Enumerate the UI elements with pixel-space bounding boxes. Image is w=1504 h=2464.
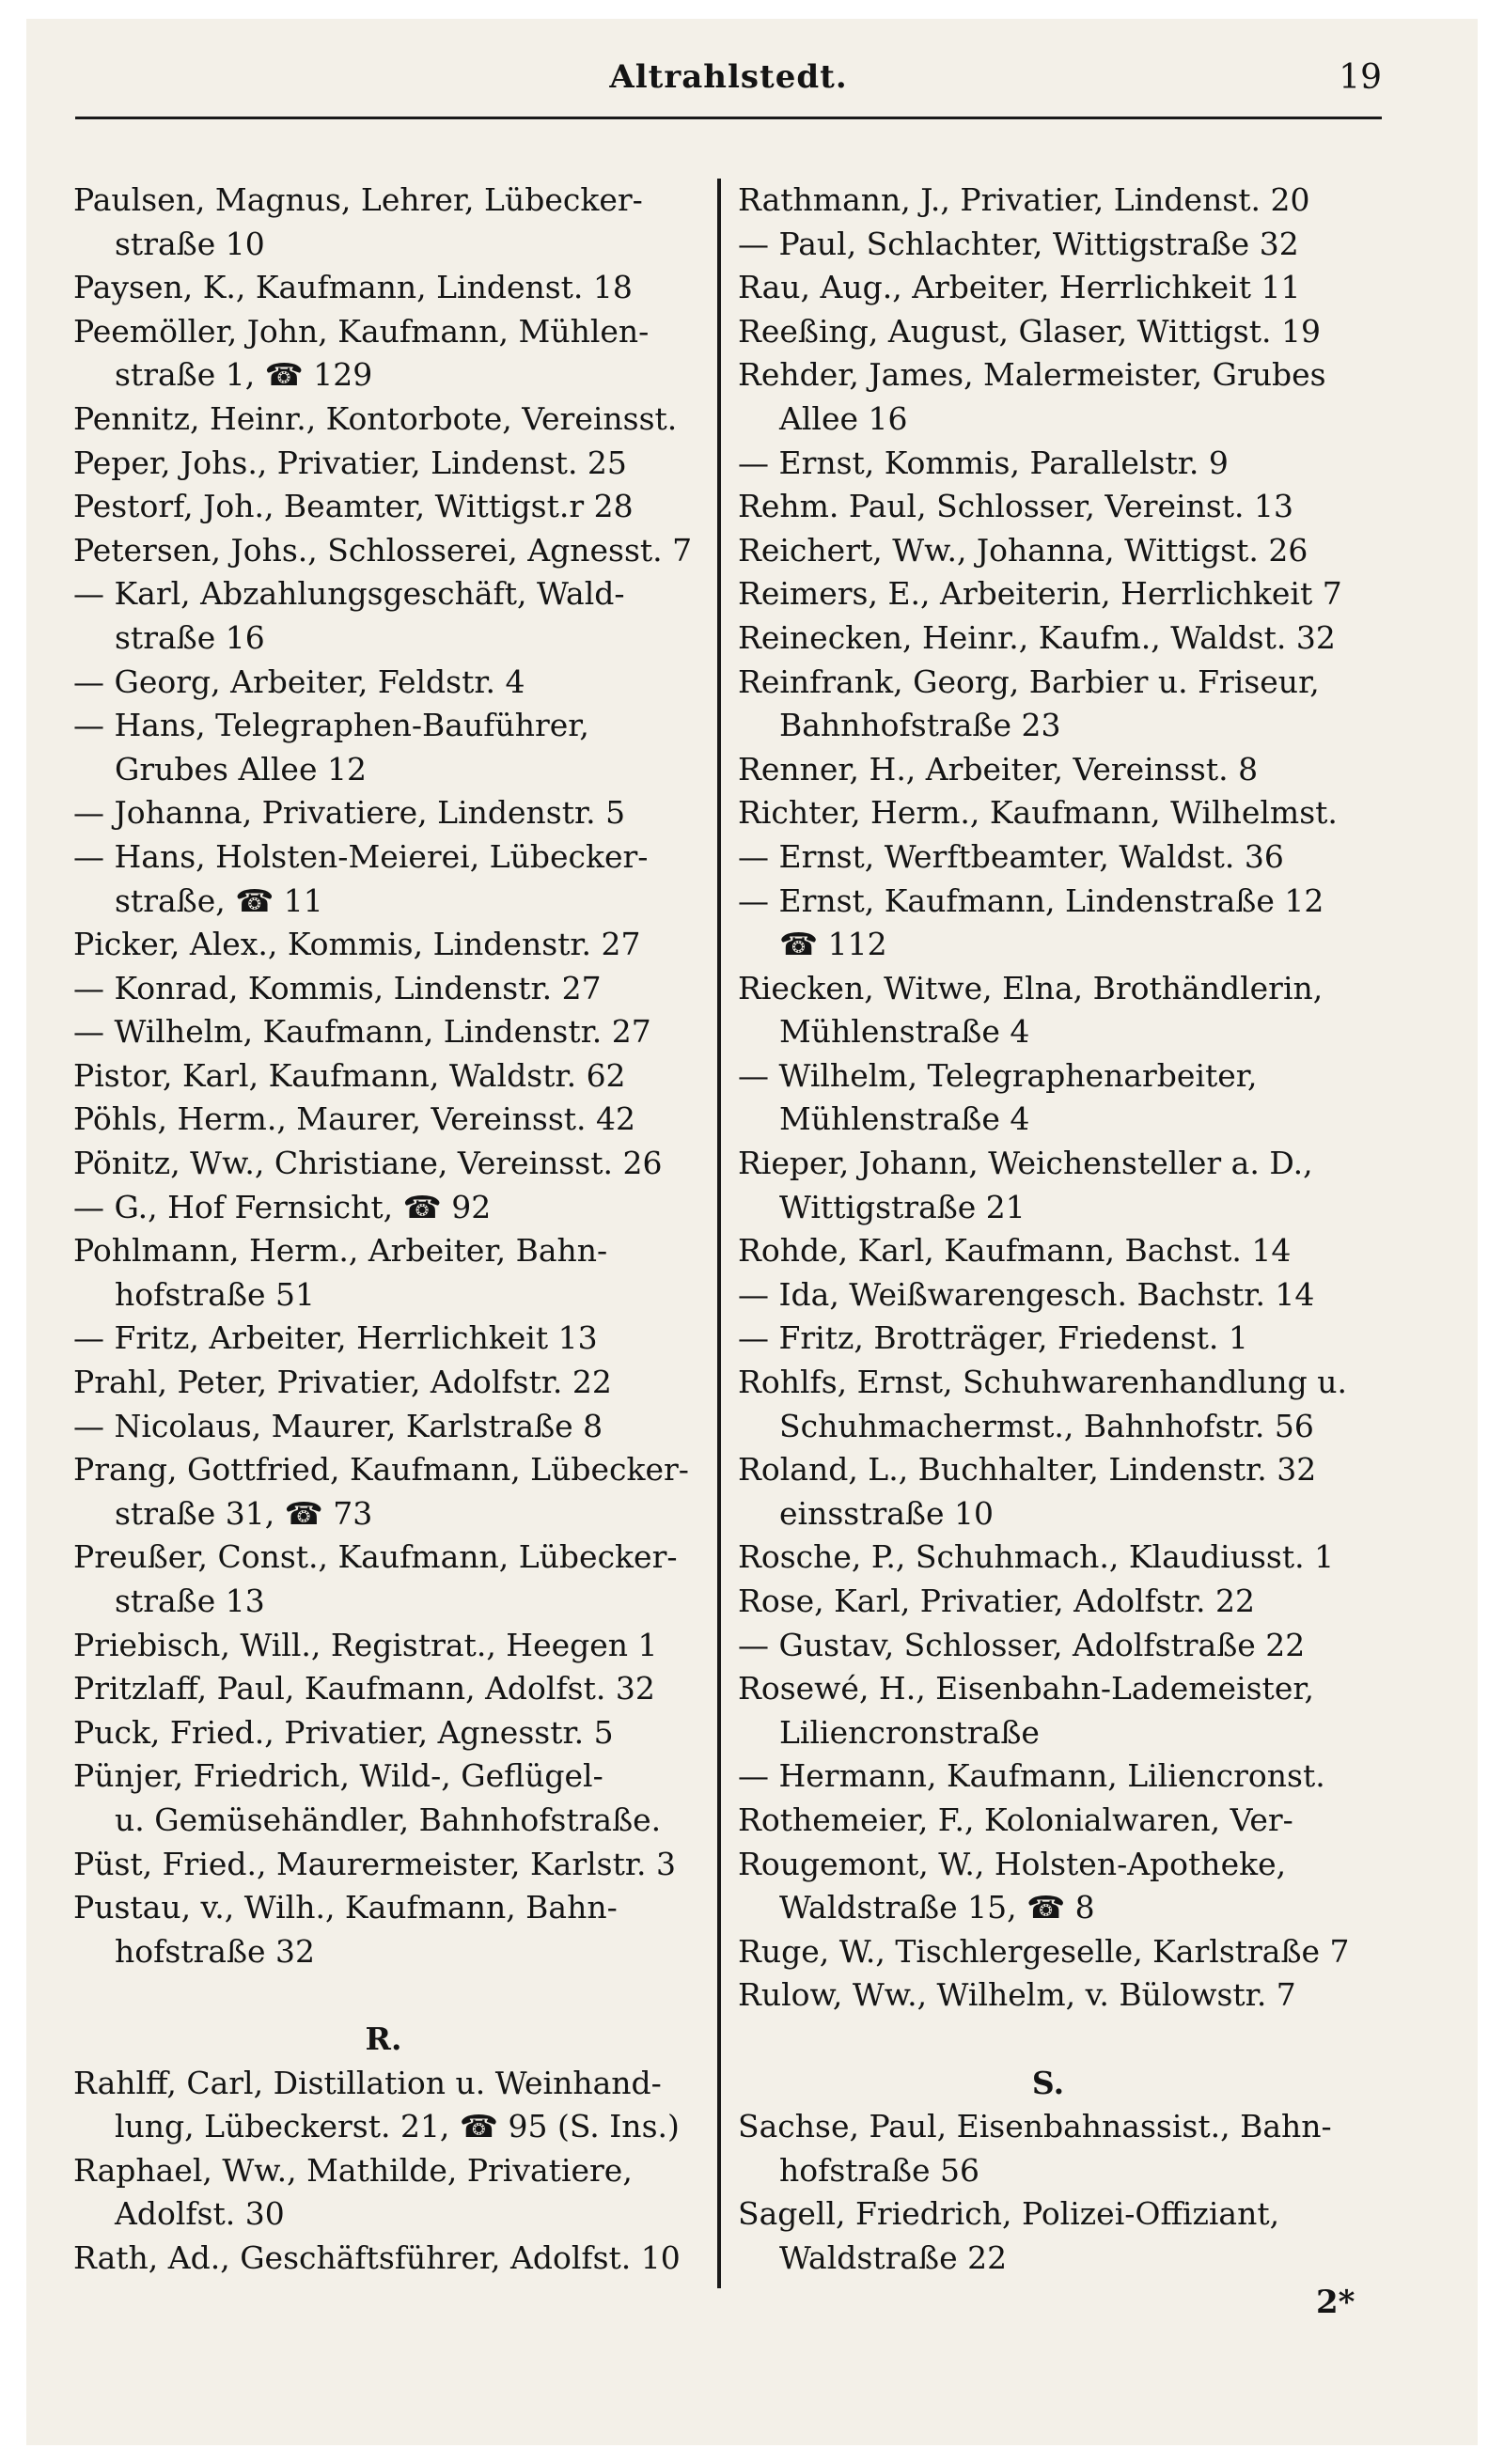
right-column [738, 179, 1358, 2281]
directory-line: Prahl, Peter, Privatier, Adolfstr. 22 [73, 1364, 612, 1401]
directory-line: Reimers, E., Arbeiterin, Herrlichkeit 7 [738, 575, 1342, 613]
directory-line: Pestorf, Joh., Beamter, Wittigst.r 28 [73, 488, 634, 525]
directory-line: Liliencronstraße [779, 1713, 1040, 1751]
directory-line: — Wilhelm, Telegraphenarbeiter, [738, 1056, 1258, 1094]
column-divider [717, 179, 721, 2288]
directory-line: Pritzlaff, Paul, Kaufmann, Adolfst. 32 [73, 1670, 655, 1708]
directory-line: Pistor, Karl, Kaufmann, Waldstr. 62 [73, 1056, 626, 1094]
directory-line: Rehm. Paul, Schlosser, Vereinst. 13 [738, 488, 1293, 525]
directory-line: Bahnhofstraße 23 [779, 707, 1061, 744]
directory-line: Sachse, Paul, Eisenbahnassist., Bahn- [738, 2108, 1332, 2145]
directory-line: hofstraße 32 [115, 1932, 316, 1970]
directory-line: Renner, H., Arbeiter, Vereinsst. 8 [738, 750, 1259, 788]
directory-line: Pohlmann, Herm., Arbeiter, Bahn- [73, 1232, 608, 1270]
directory-line: ☎ 112 [779, 926, 887, 963]
directory-line [73, 1973, 694, 2018]
directory-line: Reichert, Ww., Johanna, Wittigst. 26 [738, 531, 1308, 569]
directory-line [738, 2018, 1358, 2062]
directory-line: Raphael, Ww., Mathilde, Privatiere, [73, 2151, 633, 2189]
directory-line: Rahlff, Carl, Distillation u. Weinhand- [73, 2064, 662, 2101]
directory-line: Rohde, Karl, Kaufmann, Bachst. 14 [738, 1232, 1292, 1270]
signature-mark: 2* [1316, 2284, 1355, 2321]
directory-line: Rieper, Johann, Weichensteller a. D., [738, 1145, 1313, 1182]
directory-line: Richter, Herm., Kaufmann, Wilhelmst. [738, 794, 1338, 832]
directory-line: — Georg, Arbeiter, Feldstr. 4 [73, 663, 525, 700]
directory-line: Pöhls, Herm., Maurer, Vereinsst. 42 [73, 1100, 635, 1138]
directory-line: Rothemeier, F., Kolonialwaren, Ver- [738, 1801, 1293, 1838]
directory-line: Rose, Karl, Privatier, Adolfstr. 22 [738, 1583, 1256, 1619]
directory-line: Pönitz, Ww., Christiane, Vereinsst. 26 [73, 1145, 663, 1182]
directory-line: Paulsen, Magnus, Lehrer, Lübecker- [73, 181, 643, 218]
directory-line: straße 31, ☎ 73 [115, 1494, 373, 1532]
directory-line: Grubes Allee 12 [115, 750, 367, 788]
section-heading: R. [365, 2020, 402, 2057]
directory-line: — Karl, Abzahlungsgeschäft, Wald- [73, 575, 625, 613]
directory-line: Rougemont, W., Holsten-Apotheke, [738, 1845, 1287, 1882]
directory-line: — G., Hof Fernsicht, ☎ 92 [73, 1188, 492, 1225]
page-number: 19 [1339, 58, 1382, 97]
directory-line: Peemöller, John, Kaufmann, Mühlen- [73, 312, 650, 350]
directory-line: hofstraße 56 [779, 2151, 980, 2189]
directory-line: Mühlenstraße 4 [779, 1013, 1030, 1051]
directory-line: Püst, Fried., Maurermeister, Karlstr. 3 [73, 1845, 676, 1882]
directory-line: hofstraße 51 [115, 1275, 316, 1313]
directory-line: Petersen, Johs., Schlosserei, Agnesst. 7 [73, 531, 693, 569]
left-column [73, 179, 694, 2281]
directory-line: einsstraße 10 [779, 1494, 994, 1532]
directory-line: Puck, Fried., Privatier, Agnesstr. 5 [73, 1713, 614, 1751]
directory-line: straße 10 [115, 225, 265, 262]
directory-line: Mühlenstraße 4 [779, 1100, 1030, 1138]
directory-line: Pustau, v., Wilh., Kaufmann, Bahn- [73, 1889, 618, 1926]
directory-line: Rosche, P., Schuhmach., Klaudiusst. 1 [738, 1538, 1335, 1576]
directory-line: Roland, L., Buchhalter, Lindenstr. 32 [738, 1451, 1317, 1489]
directory-line: Rehder, James, Malermeister, Grubes [738, 356, 1326, 394]
directory-line: Prang, Gottfried, Kaufmann, Lübecker- [73, 1451, 689, 1489]
directory-line: Peper, Johs., Privatier, Lindenst. 25 [73, 444, 627, 481]
directory-line: Allee 16 [779, 399, 908, 437]
directory-line: — Fritz, Arbeiter, Herrlichkeit 13 [73, 1319, 598, 1357]
directory-line: straße 13 [115, 1583, 265, 1619]
directory-line: Reinfrank, Georg, Barbier u. Friseur, [738, 663, 1320, 700]
directory-line: Rathmann, J., Privatier, Lindenst. 20 [738, 181, 1310, 218]
directory-line: straße 1, ☎ 129 [115, 356, 373, 394]
directory-line: — Ernst, Kommis, Parallelstr. 9 [738, 444, 1229, 481]
header-rule [75, 117, 1382, 119]
directory-line: Sagell, Friedrich, Polizei-Offiziant, [738, 2195, 1280, 2233]
directory-line: straße, ☎ 11 [115, 881, 323, 919]
directory-line: — Ernst, Kaufmann, Lindenstraße 12 [738, 881, 1324, 919]
directory-line: Waldstraße 15, ☎ 8 [779, 1889, 1095, 1926]
page-title: Altrahlstedt. [609, 58, 848, 96]
directory-line: — Ernst, Werftbeamter, Waldst. 36 [738, 837, 1284, 875]
page-header [75, 58, 1382, 115]
directory-line: Reeßing, August, Glaser, Wittigst. 19 [738, 312, 1321, 350]
section-heading: S. [1031, 2064, 1065, 2101]
directory-line: Pünjer, Friedrich, Wild-, Geflügel- [73, 1757, 603, 1795]
directory-line: Rosewé, H., Eisenbahn-Lademeister, [738, 1670, 1314, 1708]
directory-line: Ruge, W., Tischlergeselle, Karlstraße 7 [738, 1932, 1350, 1970]
directory-line: Picker, Alex., Kommis, Lindenstr. 27 [73, 926, 641, 963]
directory-line: — Hans, Telegraphen-Bauführer, [73, 707, 589, 744]
directory-line: lung, Lübeckerst. 21, ☎ 95 (S. Ins.) [115, 2108, 680, 2145]
directory-line: — Paul, Schlachter, Wittigstraße 32 [738, 225, 1299, 262]
directory-line: Adolfst. 30 [115, 2195, 285, 2233]
directory-line: Rohlfs, Ernst, Schuhwarenhandlung u. [738, 1364, 1347, 1401]
directory-line: Schuhmachermst., Bahnhofstr. 56 [779, 1407, 1314, 1444]
directory-line: Pennitz, Heinr., Kontorbote, Vereinsst. [73, 399, 678, 437]
directory-line: Preußer, Const., Kaufmann, Lübecker- [73, 1538, 678, 1576]
directory-line: — Fritz, Brotträger, Friedenst. 1 [738, 1319, 1248, 1357]
directory-line: Rath, Ad., Geschäftsführer, Adolfst. 10 [73, 2238, 681, 2276]
directory-line: Priebisch, Will., Registrat., Heegen 1 [73, 1626, 658, 1663]
directory-line: — Hermann, Kaufmann, Liliencronst. [738, 1757, 1325, 1795]
directory-line: straße 16 [115, 618, 265, 656]
directory-line: u. Gemüsehändler, Bahnhofstraße. [115, 1801, 662, 1838]
directory-line: — Wilhelm, Kaufmann, Lindenstr. 27 [73, 1013, 651, 1051]
directory-line: Paysen, K., Kaufmann, Lindenst. 18 [73, 269, 633, 306]
directory-line: Rau, Aug., Arbeiter, Herrlichkeit 11 [738, 269, 1301, 306]
directory-line: — Konrad, Kommis, Lindenstr. 27 [73, 969, 602, 1006]
directory-line: — Ida, Weißwarengesch. Bachstr. 14 [738, 1275, 1315, 1313]
directory-line: Wittigstraße 21 [779, 1188, 1026, 1225]
directory-line: Riecken, Witwe, Elna, Brothändlerin, [738, 969, 1324, 1006]
directory-line: — Nicolaus, Maurer, Karlstraße 8 [73, 1407, 603, 1444]
directory-line: Rulow, Ww., Wilhelm, v. Bülowstr. 7 [738, 1976, 1296, 2014]
directory-line: — Gustav, Schlosser, Adolfstraße 22 [738, 1626, 1306, 1663]
directory-line: — Johanna, Privatiere, Lindenstr. 5 [73, 794, 626, 832]
directory-line: Waldstraße 22 [779, 2238, 1008, 2276]
directory-line: — Hans, Holsten-Meierei, Lübecker- [73, 837, 649, 875]
directory-line: Reinecken, Heinr., Kaufm., Waldst. 32 [738, 618, 1336, 656]
